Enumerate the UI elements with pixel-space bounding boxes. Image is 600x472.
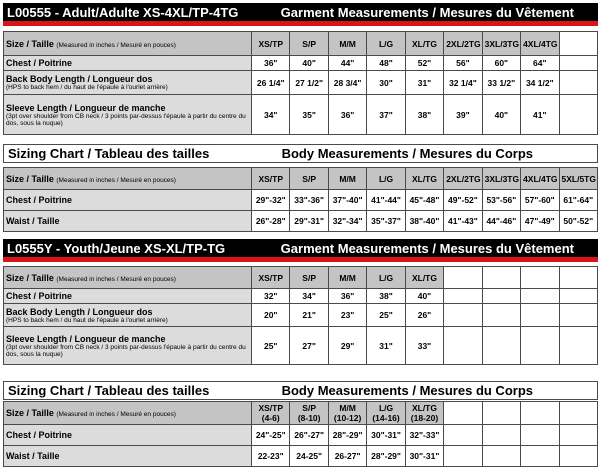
empty-cell bbox=[559, 95, 598, 135]
size-header-cell: 2XL/2TG bbox=[444, 168, 482, 190]
size-range: (8-10) bbox=[297, 413, 321, 423]
size-header-cell bbox=[405, 402, 443, 425]
value-cell: 36" bbox=[328, 95, 366, 135]
adult-sizing-title-row bbox=[3, 144, 598, 163]
empty-cell bbox=[521, 402, 559, 425]
value-cell: 28"-29" bbox=[367, 446, 405, 467]
row-label: Chest / Poitrine bbox=[6, 58, 73, 68]
size-header-cell: XL/TG bbox=[405, 267, 443, 289]
row-label: Back Body Length / Longueur dos bbox=[6, 306, 153, 317]
value-cell: 25" bbox=[367, 304, 405, 327]
value-cell: 32" bbox=[252, 289, 290, 304]
adult-title-bar bbox=[3, 3, 598, 21]
value-cell: 64" bbox=[521, 56, 559, 71]
value-cell: 26-27" bbox=[328, 446, 366, 467]
size-name: M/M bbox=[339, 403, 356, 413]
empty-cell bbox=[444, 289, 482, 304]
row-label-cell bbox=[4, 327, 252, 365]
youth-sizing-title: Sizing Chart / Tableau des tailles bbox=[8, 383, 210, 398]
value-cell: 45"-48" bbox=[405, 190, 443, 211]
row-sublabel: (HPS to back hem / du haut de l'épaule à l'ourlet arrière) bbox=[6, 316, 168, 324]
size-name: L/G bbox=[378, 403, 394, 413]
size-header-cell: S/P bbox=[290, 168, 328, 190]
value-cell: 29" bbox=[328, 327, 366, 365]
value-cell: 32 1/4" bbox=[444, 71, 482, 95]
size-name: XS/TP bbox=[258, 403, 283, 413]
size-header-cell: S/P bbox=[290, 32, 328, 56]
value-cell: 25" bbox=[252, 327, 290, 365]
size-header-label bbox=[4, 168, 252, 190]
row-label-cell bbox=[4, 304, 252, 327]
empty-cell bbox=[444, 446, 482, 467]
row-label: Waist / Taille bbox=[4, 211, 252, 232]
value-cell: 60" bbox=[482, 56, 520, 71]
empty-cell bbox=[482, 327, 520, 365]
table-row bbox=[4, 211, 598, 232]
empty-cell bbox=[444, 402, 482, 425]
value-cell: 28"-29" bbox=[328, 425, 366, 446]
empty-cell bbox=[521, 267, 559, 289]
value-cell: 30" bbox=[367, 71, 405, 95]
value-cell: 23" bbox=[328, 304, 366, 327]
value-cell: 37" bbox=[367, 95, 405, 135]
youth-garment-table-wrap bbox=[3, 266, 598, 365]
size-label: Size / Taille bbox=[6, 38, 54, 49]
empty-cell bbox=[521, 446, 559, 467]
youth-title: L0555Y - Youth/Jeune XS-XL/TP-TG bbox=[7, 240, 226, 256]
size-header-cell bbox=[367, 402, 405, 425]
value-cell: 33 1/2" bbox=[482, 71, 520, 95]
row-sublabel: (3pt over shoulder from CB neck / 3 points par-dessus l'épaule à partir du centre du dos, sous la nuque) bbox=[6, 112, 246, 127]
empty-cell bbox=[482, 267, 520, 289]
adult-garment-table-wrap bbox=[3, 31, 598, 135]
value-cell: 39" bbox=[444, 95, 482, 135]
table-row bbox=[4, 190, 598, 211]
size-header-row bbox=[4, 32, 598, 56]
size-header-cell: 4XL/4TG bbox=[521, 168, 559, 190]
value-cell: 26"-28" bbox=[252, 211, 290, 232]
size-header-cell: XS/TP bbox=[252, 168, 290, 190]
size-header-cell: 2XL/2TG bbox=[444, 32, 482, 56]
value-cell: 36" bbox=[328, 289, 366, 304]
value-cell: 48" bbox=[367, 56, 405, 71]
value-cell: 41"-43" bbox=[444, 211, 482, 232]
empty-cell bbox=[559, 71, 598, 95]
adult-garment-heading: Garment Measurements / Mesures du Vêtement bbox=[280, 4, 574, 20]
size-header-cell: XL/TG bbox=[405, 32, 443, 56]
value-cell: 24"-25" bbox=[252, 425, 290, 446]
value-cell: 32"-34" bbox=[328, 211, 366, 232]
empty-cell bbox=[521, 327, 559, 365]
size-header-cell: M/M bbox=[328, 32, 366, 56]
youth-red-stripe bbox=[3, 257, 598, 262]
size-header-label bbox=[4, 267, 252, 289]
youth-garment-heading: Garment Measurements / Mesures du Vêtement bbox=[280, 240, 574, 256]
value-cell: 47"-49" bbox=[521, 211, 559, 232]
value-cell: 32"-33" bbox=[405, 425, 443, 446]
value-cell: 41"-44" bbox=[367, 190, 405, 211]
empty-cell bbox=[482, 304, 520, 327]
row-label: Chest / Poitrine bbox=[4, 190, 252, 211]
value-cell: 56" bbox=[444, 56, 482, 71]
size-name: XL/TG bbox=[411, 403, 437, 413]
value-cell: 21" bbox=[290, 304, 328, 327]
value-cell: 20" bbox=[252, 304, 290, 327]
value-cell: 49"-52" bbox=[444, 190, 482, 211]
size-header-cell bbox=[290, 402, 328, 425]
youth-sizing-title-row bbox=[3, 381, 598, 400]
value-cell: 35" bbox=[290, 95, 328, 135]
value-cell: 37"-40" bbox=[328, 190, 366, 211]
table-row bbox=[4, 425, 598, 446]
empty-cell bbox=[559, 446, 598, 467]
empty-cell bbox=[482, 402, 520, 425]
table-row bbox=[4, 56, 598, 71]
adult-sizing-title: Sizing Chart / Tableau des tailles bbox=[8, 146, 210, 161]
size-header-cell: S/P bbox=[290, 267, 328, 289]
value-cell: 38" bbox=[405, 95, 443, 135]
row-label: Back Body Length / Longueur dos bbox=[6, 74, 153, 84]
youth-body-heading: Body Measurements / Mesures du Corps bbox=[281, 383, 533, 398]
value-cell: 38" bbox=[367, 289, 405, 304]
size-range: (14-16) bbox=[372, 413, 400, 423]
size-note: (Measured in inches / Mesuré en pouces) bbox=[56, 411, 176, 418]
size-header-cell: 3XL/3TG bbox=[482, 32, 520, 56]
value-cell: 34" bbox=[290, 289, 328, 304]
row-label: Sleeve Length / Longueur de manche bbox=[6, 102, 166, 113]
size-label: Size / Taille bbox=[6, 173, 54, 184]
value-cell: 40" bbox=[482, 95, 520, 135]
value-cell: 53"-56" bbox=[482, 190, 520, 211]
size-header-cell: M/M bbox=[328, 267, 366, 289]
youth-garment-table bbox=[3, 266, 598, 365]
row-label: Chest / Poitrine bbox=[4, 425, 252, 446]
size-header-cell: XS/TP bbox=[252, 32, 290, 56]
size-label: Size / Taille bbox=[6, 272, 54, 283]
value-cell: 28 3/4" bbox=[328, 71, 366, 95]
empty-cell bbox=[559, 267, 598, 289]
value-cell: 26" bbox=[405, 304, 443, 327]
empty-cell bbox=[521, 304, 559, 327]
row-label-cell bbox=[4, 95, 252, 135]
size-label: Size / Taille bbox=[6, 408, 54, 418]
size-header-label bbox=[4, 32, 252, 56]
empty-cell bbox=[521, 425, 559, 446]
table-row bbox=[4, 446, 598, 467]
value-cell: 50"-52" bbox=[559, 211, 598, 232]
value-cell: 22-23" bbox=[252, 446, 290, 467]
empty-cell bbox=[559, 56, 598, 71]
size-range: (10-12) bbox=[333, 413, 362, 423]
value-cell: 30"-31" bbox=[367, 425, 405, 446]
value-cell: 24-25" bbox=[290, 446, 328, 467]
empty-cell bbox=[444, 425, 482, 446]
body-size-header-row bbox=[4, 168, 598, 190]
row-label-cell bbox=[4, 289, 252, 304]
value-cell: 27" bbox=[290, 327, 328, 365]
value-cell: 40" bbox=[405, 289, 443, 304]
youth-title-bar bbox=[3, 239, 598, 257]
value-cell: 31" bbox=[405, 71, 443, 95]
size-range: (18-20) bbox=[410, 413, 439, 423]
empty-cell bbox=[482, 289, 520, 304]
row-label: Sleeve Length / Longueur de manche bbox=[6, 333, 166, 344]
size-header-cell: 5XL/5TG bbox=[559, 168, 598, 190]
size-header-cell: L/G bbox=[367, 267, 405, 289]
body-size-header-row bbox=[4, 402, 598, 425]
youth-body-table bbox=[3, 401, 598, 467]
size-note: (Measured in inches / Mesuré en pouces) bbox=[56, 275, 176, 283]
value-cell: 30"-31" bbox=[405, 446, 443, 467]
adult-body-heading: Body Measurements / Mesures du Corps bbox=[281, 146, 533, 161]
table-row bbox=[4, 304, 598, 327]
value-cell: 26 1/4" bbox=[252, 71, 290, 95]
adult-body-table-wrap bbox=[3, 167, 598, 232]
size-header-cell: 3XL/3TG bbox=[482, 168, 520, 190]
value-cell: 29"-32" bbox=[252, 190, 290, 211]
size-header-row bbox=[4, 267, 598, 289]
size-header-cell: M/M bbox=[328, 168, 366, 190]
value-cell: 41" bbox=[521, 95, 559, 135]
row-label: Chest / Poitrine bbox=[6, 291, 73, 301]
empty-cell bbox=[444, 327, 482, 365]
table-row bbox=[4, 71, 598, 95]
empty-cell bbox=[444, 304, 482, 327]
size-range: (4-6) bbox=[261, 413, 280, 423]
value-cell: 33"-36" bbox=[290, 190, 328, 211]
row-sublabel: (HPS to back hem / du haut de l'épaule à l'ourlet arrière) bbox=[6, 84, 168, 91]
size-note: (Measured in inches / Mesuré en pouces) bbox=[56, 41, 176, 49]
value-cell: 34" bbox=[252, 95, 290, 135]
value-cell: 40" bbox=[290, 56, 328, 71]
empty-cell bbox=[559, 289, 598, 304]
row-label: Waist / Taille bbox=[4, 446, 252, 467]
value-cell: 36" bbox=[252, 56, 290, 71]
value-cell: 57"-60" bbox=[521, 190, 559, 211]
size-header-cell: 4XL/4TG bbox=[521, 32, 559, 56]
empty-cell bbox=[482, 446, 520, 467]
size-header-cell bbox=[328, 402, 366, 425]
value-cell: 29"-31" bbox=[290, 211, 328, 232]
adult-title: L00555 - Adult/Adulte XS-4XL/TP-4TG bbox=[7, 4, 239, 20]
size-header-cell: L/G bbox=[367, 32, 405, 56]
size-header-cell: XS/TP bbox=[252, 267, 290, 289]
size-header-label bbox=[4, 402, 252, 425]
value-cell: 31" bbox=[367, 327, 405, 365]
value-cell: 44" bbox=[328, 56, 366, 71]
value-cell: 52" bbox=[405, 56, 443, 71]
empty-cell bbox=[444, 267, 482, 289]
adult-red-stripe bbox=[3, 21, 598, 26]
adult-body-table bbox=[3, 167, 598, 232]
value-cell: 26"-27" bbox=[290, 425, 328, 446]
value-cell: 38"-40" bbox=[405, 211, 443, 232]
row-label-cell bbox=[4, 56, 252, 71]
value-cell: 44"-46" bbox=[482, 211, 520, 232]
empty-cell bbox=[559, 327, 598, 365]
value-cell: 35"-37" bbox=[367, 211, 405, 232]
table-row bbox=[4, 289, 598, 304]
size-header-cell bbox=[252, 402, 290, 425]
value-cell: 34 1/2" bbox=[521, 71, 559, 95]
size-header-cell: L/G bbox=[367, 168, 405, 190]
size-header-cell: XL/TG bbox=[405, 168, 443, 190]
row-label-cell bbox=[4, 71, 252, 95]
empty-cell bbox=[559, 32, 598, 56]
adult-garment-table bbox=[3, 31, 598, 135]
size-name: S/P bbox=[302, 403, 316, 413]
value-cell: 33" bbox=[405, 327, 443, 365]
empty-cell bbox=[559, 304, 598, 327]
empty-cell bbox=[521, 289, 559, 304]
table-row bbox=[4, 95, 598, 135]
row-sublabel: (3pt over shoulder from CB neck / 3 points par-dessus l'épaule à partir du centre du dos, sous la nuque) bbox=[6, 343, 246, 358]
size-note: (Measured in inches / Mesuré en pouces) bbox=[56, 176, 176, 184]
youth-body-table-wrap bbox=[3, 401, 598, 467]
value-cell: 27 1/2" bbox=[290, 71, 328, 95]
table-row bbox=[4, 327, 598, 365]
value-cell: 61"-64" bbox=[559, 190, 598, 211]
empty-cell bbox=[559, 402, 598, 425]
empty-cell bbox=[482, 425, 520, 446]
empty-cell bbox=[559, 425, 598, 446]
